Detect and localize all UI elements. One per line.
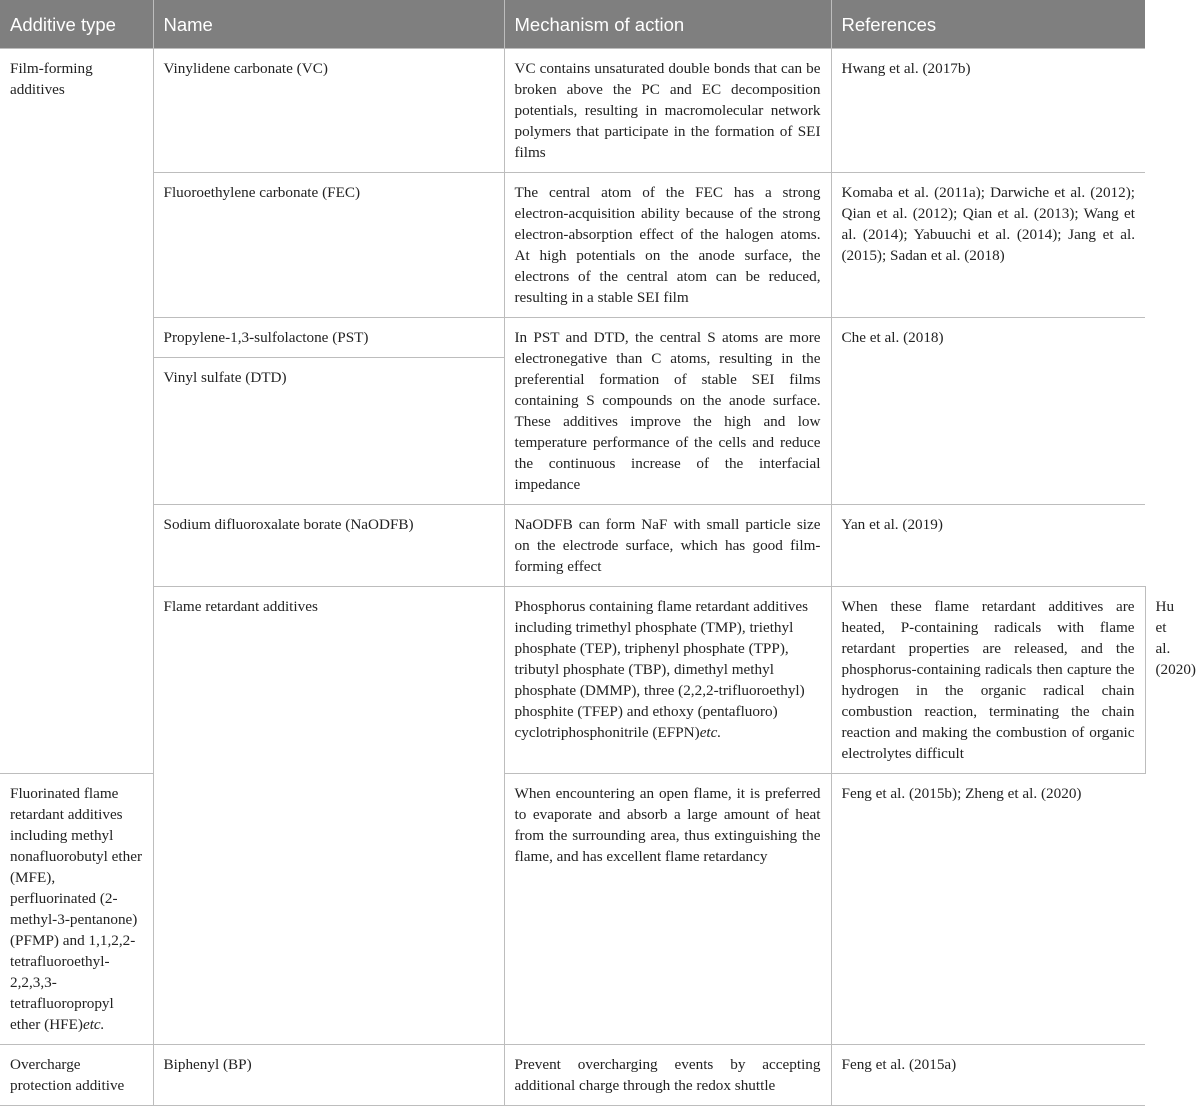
group-overcharge: Overcharge protection additive [0,1045,153,1106]
name-text: Phosphorus containing flame retardant additives including trimethyl phosphate (TMP), triethyl phosphate (TEP), triphenyl phosphate (TPP), tributyl phosphate (TBP), dimethyl methyl phosphate (DMMP), three (2,2,2-trifluoroethyl) phosphite (TFEP) and ethoxy (pentafluoro) cyclotriphosphonitrile (EFPN) [514,598,809,741]
references-cell: Che et al. (2018) [831,318,1145,505]
name-suffix: etc. [82,1016,105,1033]
name-cell [504,587,831,774]
group-film-forming: Film-forming additives [0,49,153,774]
group-flame-retardant: Flame retardant additives [153,587,504,1045]
name-suffix: etc. [699,724,722,741]
table-row [0,318,1145,358]
name-cell: Biphenyl (BP) [153,1045,504,1106]
table-row: Flame retardant additives Phosphorus containing flame retardant additives including trimethyl phosphate (TMP), triethyl phosphate (TEP), triphenyl phosphate (TPP), tributyl phosphate (TBP), dimethyl methyl phosphate (DMMP), three (2,2,2-trifluoroethyl) phosphite (TFEP) and ethoxy (pentafluoro) cyclotriphosphonitrile (EFPN)etc. When these flame retardant additives are heated, P-containing radicals with flame retardant properties are released, and the phosphorus-containing radicals then capture the hydrogen in the organic radical chain combustion reaction, terminating the chain reaction and making the combustion of organic electrolytes difficult Hu et al. (2020) [0,587,1145,774]
name-cell: Vinyl sulfate (DTD) [153,358,504,505]
table-row [0,49,1145,173]
references-cell: Hwang et al. (2017b) [831,49,1145,173]
mechanism-cell: When encountering an open flame, it is preferred to evaporate and absorb a large amount of heat from the surrounding area, thus extinguishing the flame, and has excellent flame retardancy [504,774,831,1045]
references-cell: Feng et al. (2015a) [831,1045,1145,1106]
header-references: References [831,0,1145,49]
header-name: Name [153,0,504,49]
name-cell: Vinylidene carbonate (VC) [153,49,504,173]
mechanism-cell: The central atom of the FEC has a strong electron-acquisition ability because of the strong electron-absorption effect of the halogen atoms. At high potentials on the anode surface, the electrons of the central atom can be reduced, resulting in a stable SEI film [504,173,831,318]
header-row [0,0,1145,49]
references-cell: Yan et al. (2019) [831,505,1145,587]
mechanism-cell: In PST and DTD, the central S atoms are more electronegative than C atoms, resulting in the preferential formation of stable SEI films containing S compounds on the anode surface. These additives improve the high and low temperature performance of the cells and reduce the continuous increase of the interfacial impedance [504,318,831,505]
table-row [0,173,1145,318]
references-cell: Komaba et al. (2011a); Darwiche et al. (2012); Qian et al. (2012); Qian et al. (2013); Wang et al. (2014); Yabuuchi et al. (2014); Jang et al. (2015); Sadan et al. (2018) [831,173,1145,318]
name-cell [0,774,153,1045]
mechanism-cell: NaODFB can form NaF with small particle size on the electrode surface, which has good film-forming effect [504,505,831,587]
table-row [0,1045,1145,1106]
mechanism-cell: When these flame retardant additives are heated, P-containing radicals with flame retardant properties are released, and the phosphorus-containing radicals then capture the hydrogen in the organic radical chain combustion reaction, terminating the chain reaction and making the combustion of organic electrolytes difficult [831,587,1145,774]
header-mechanism: Mechanism of action [504,0,831,49]
name-cell: Propylene-1,3-sulfolactone (PST) [153,318,504,358]
name-cell: Sodium difluoroxalate borate (NaODFB) [153,505,504,587]
name-text: Fluorinated flame retardant additives including methyl nonafluorobutyl ether (MFE), perfluorinated (2-methyl-3-pentanone) (PFMP) and 1,1,2,2-tetrafluoroethyl-2,2,3,3-tetrafluoropropyl ether (HFE) [10,785,143,1033]
header-additive-type: Additive type [0,0,153,49]
name-cell: Fluoroethylene carbonate (FEC) [153,173,504,318]
table-header [0,0,1145,49]
references-cell: Feng et al. (2015b); Zheng et al. (2020) [831,774,1145,1045]
table-row [0,505,1145,587]
mechanism-cell: VC contains unsaturated double bonds that can be broken above the PC and EC decomposition potentials, resulting in macromolecular network polymers that participate in the formation of SEI films [504,49,831,173]
mechanism-cell: Prevent overcharging events by accepting additional charge through the redox shuttle [504,1045,831,1106]
